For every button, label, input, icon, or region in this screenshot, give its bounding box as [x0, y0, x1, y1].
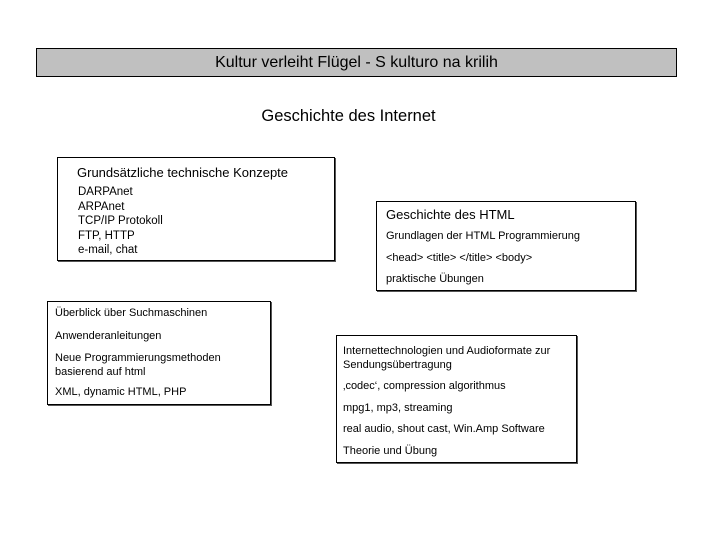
search-line: XML, dynamic HTML, PHP: [55, 386, 187, 398]
list-item: DARPAnet: [78, 186, 133, 198]
concepts-list: [78, 185, 163, 258]
search-line: Überblick über Suchmaschinen: [55, 307, 208, 319]
concepts-title: Grundsätzliche technische Konzepte: [77, 165, 289, 180]
list-item: TCP/IP Protokoll: [78, 215, 163, 227]
header-bar: [36, 48, 677, 77]
audio-line: mpg1, mp3, streaming: [343, 402, 453, 414]
audio-line: real audio, shout cast, Win.Amp Software: [343, 423, 545, 435]
header-title: Kultur verleiht Flügel - S kulturo na krilih: [215, 53, 498, 71]
html-line: praktische Übungen: [386, 273, 484, 285]
list-item: FTP, HTTP: [78, 229, 135, 242]
audio-line: ‚codec‘, compression algorithmus: [343, 380, 506, 392]
html-title: Geschichte des HTML: [386, 207, 515, 222]
audio-box: [336, 335, 577, 463]
concepts-box: [57, 157, 335, 261]
html-line: <head> <title> </title> <body>: [386, 252, 533, 264]
search-line: Anwenderanleitungen: [55, 330, 162, 342]
list-item: ARPAnet: [78, 200, 125, 213]
audio-line: Internettechnologien und Audioformate zur Sendungsübertragung: [343, 345, 551, 371]
search-line: Neue Programmierungsmethoden basierend auf html: [55, 352, 221, 378]
list-item: e-mail, chat: [78, 244, 138, 256]
html-line: Grundlagen der HTML Programmierung: [386, 230, 581, 242]
html-box: [376, 201, 636, 291]
audio-line: Theorie und Übung: [343, 445, 438, 457]
page-subtitle: Geschichte des Internet: [261, 107, 436, 125]
search-box: [47, 301, 271, 405]
